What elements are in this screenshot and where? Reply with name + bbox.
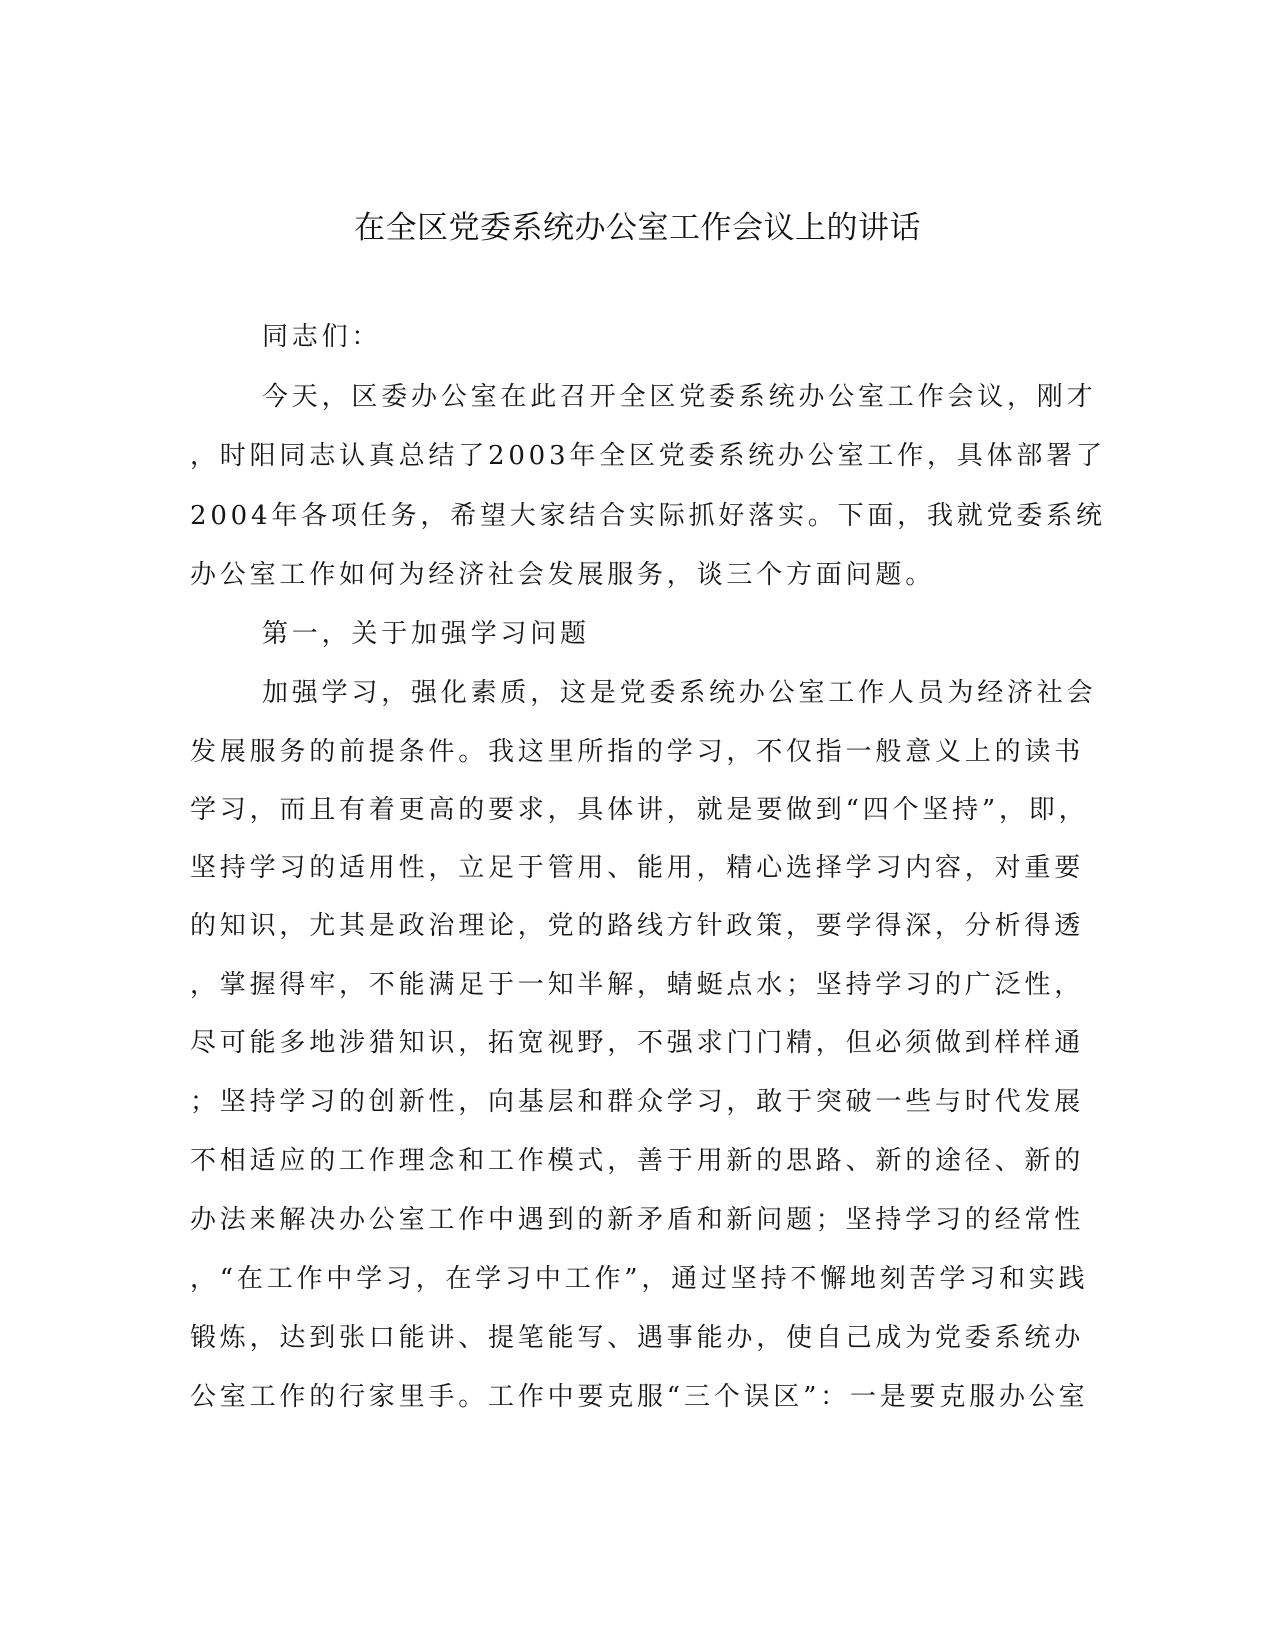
body-line: 发展服务的前提条件。我这里所指的学习，不仅指一般意义上的读书 (190, 737, 1085, 767)
body-line: 不相适应的工作理念和工作模式，善于用新的思路、新的途径、新的 (190, 1146, 1085, 1176)
body-line: 公室工作的行家里手。工作中要克服“三个误区”：一是要克服办公室 (190, 1382, 1089, 1412)
body-line: 尽可能多地涉猎知识，拓宽视野，不强求门门精，但必须做到样样通 (190, 1028, 1085, 1058)
body-line: 学习，而且有着更高的要求，具体讲，就是要做到“四个坚持”，即， (190, 795, 1089, 825)
body-line: 加强学习，强化素质，这是党委系统办公室工作人员为经济社会 (262, 678, 1097, 708)
body-line: 办法来解决办公室工作中遇到的新矛盾和新问题；坚持学习的经常性 (190, 1205, 1085, 1235)
section-heading: 第一，关于加强学习问题 (262, 619, 590, 649)
body-line: 办公室工作如何为经济社会发展服务，谈三个方面问题。 (190, 560, 936, 590)
body-line: ，掌握得牢，不能满足于一知半解，蜻蜓点水；坚持学习的广泛性， (190, 970, 1085, 1000)
body-line: ；坚持学习的创新性，向基层和群众学习，敢于突破一些与时代发展 (190, 1087, 1085, 1117)
document-title: 在全区党委系统办公室工作会议上的讲话 (354, 210, 921, 246)
body-line: 锻炼，达到张口能讲、提笔能写、遇事能办，使自己成为党委系统办 (190, 1323, 1085, 1353)
body-line: 2004年各项任务，希望大家结合实际抓好落实。下面，我就党委系统 (190, 501, 1106, 531)
body-line: ，时阳同志认真总结了2003年全区党委系统办公室工作，具体部署了 (190, 441, 1106, 471)
body-line: ，“在工作中学习，在学习中工作”，通过坚持不懈地刻苦学习和实践 (190, 1264, 1089, 1294)
salutation-line: 同志们： (262, 322, 382, 352)
body-line: 今天，区委办公室在此召开全区党委系统办公室工作会议，刚才 (262, 382, 1097, 412)
body-line: 的知识，尤其是政治理论，党的路线方针政策，要学得深，分析得透 (190, 911, 1085, 941)
body-line: 坚持学习的适用性，立足于管用、能用，精心选择学习内容，对重要 (190, 853, 1085, 883)
